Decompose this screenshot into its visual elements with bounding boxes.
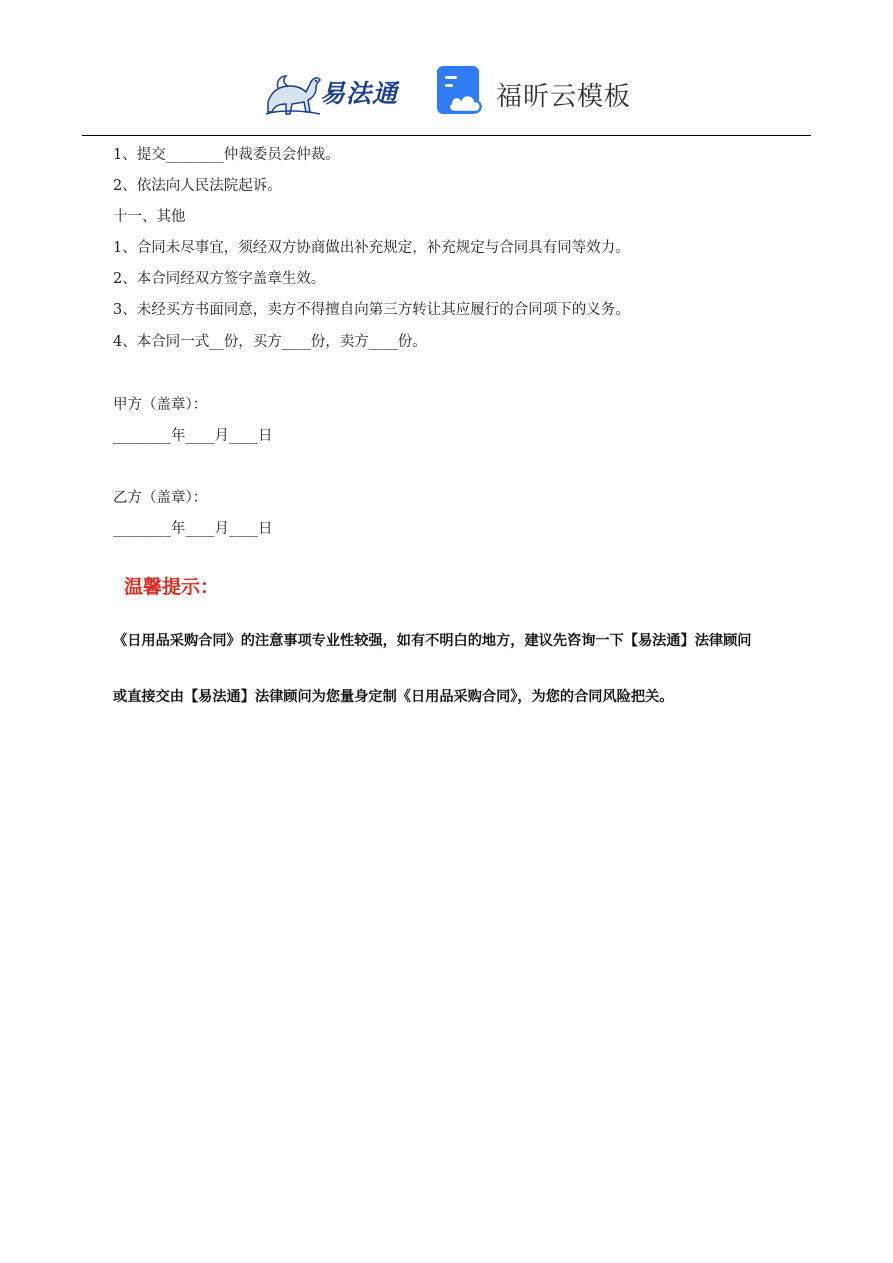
foxit-template-logo bbox=[435, 64, 635, 118]
party-b-date: ________年____月____日 bbox=[113, 521, 273, 537]
yifatong-brand-text: 易法通 bbox=[320, 79, 399, 108]
header-divider bbox=[82, 135, 811, 136]
qilin-mascot-icon bbox=[262, 62, 324, 118]
foxit-brand-text: 福昕云模板 bbox=[496, 82, 632, 112]
page-header bbox=[0, 58, 893, 124]
yifatong-logo bbox=[262, 62, 414, 118]
clause-line: 1、提交________仲裁委员会仲裁。 bbox=[113, 147, 340, 163]
clause-line: 2、依法向人民法院起诉。 bbox=[113, 178, 282, 194]
cloud-document-icon bbox=[435, 64, 487, 118]
party-a-label: 甲方（盖章）： bbox=[113, 397, 208, 413]
warm-tip-line: 《日用品采购合同》的注意事项专业性较强，如有不明白的地方，建议先咨询一下【易法通】法律顾问 bbox=[113, 633, 752, 649]
section-heading: 十一、其他 bbox=[113, 209, 186, 225]
warm-tip-line: 或直接交由【易法通】法律顾问为您量身定制《日用品采购合同》，为您的合同风险把关。 bbox=[113, 689, 674, 705]
party-b-label: 乙方（盖章）： bbox=[113, 490, 208, 506]
clause-line: 3、未经买方书面同意，卖方不得擅自向第三方转让其应履行的合同项下的义务。 bbox=[113, 302, 630, 318]
warm-tip-heading: 温馨提示： bbox=[124, 576, 220, 598]
clause-line: 1、合同未尽事宜，须经双方协商做出补充规定，补充规定与合同具有同等效力。 bbox=[113, 240, 630, 256]
party-a-date: ________年____月____日 bbox=[113, 428, 273, 444]
clause-line: 2、本合同经双方签字盖章生效。 bbox=[113, 271, 326, 287]
clause-line: 4、本合同一式__份，买方____份，卖方____份。 bbox=[113, 334, 427, 350]
